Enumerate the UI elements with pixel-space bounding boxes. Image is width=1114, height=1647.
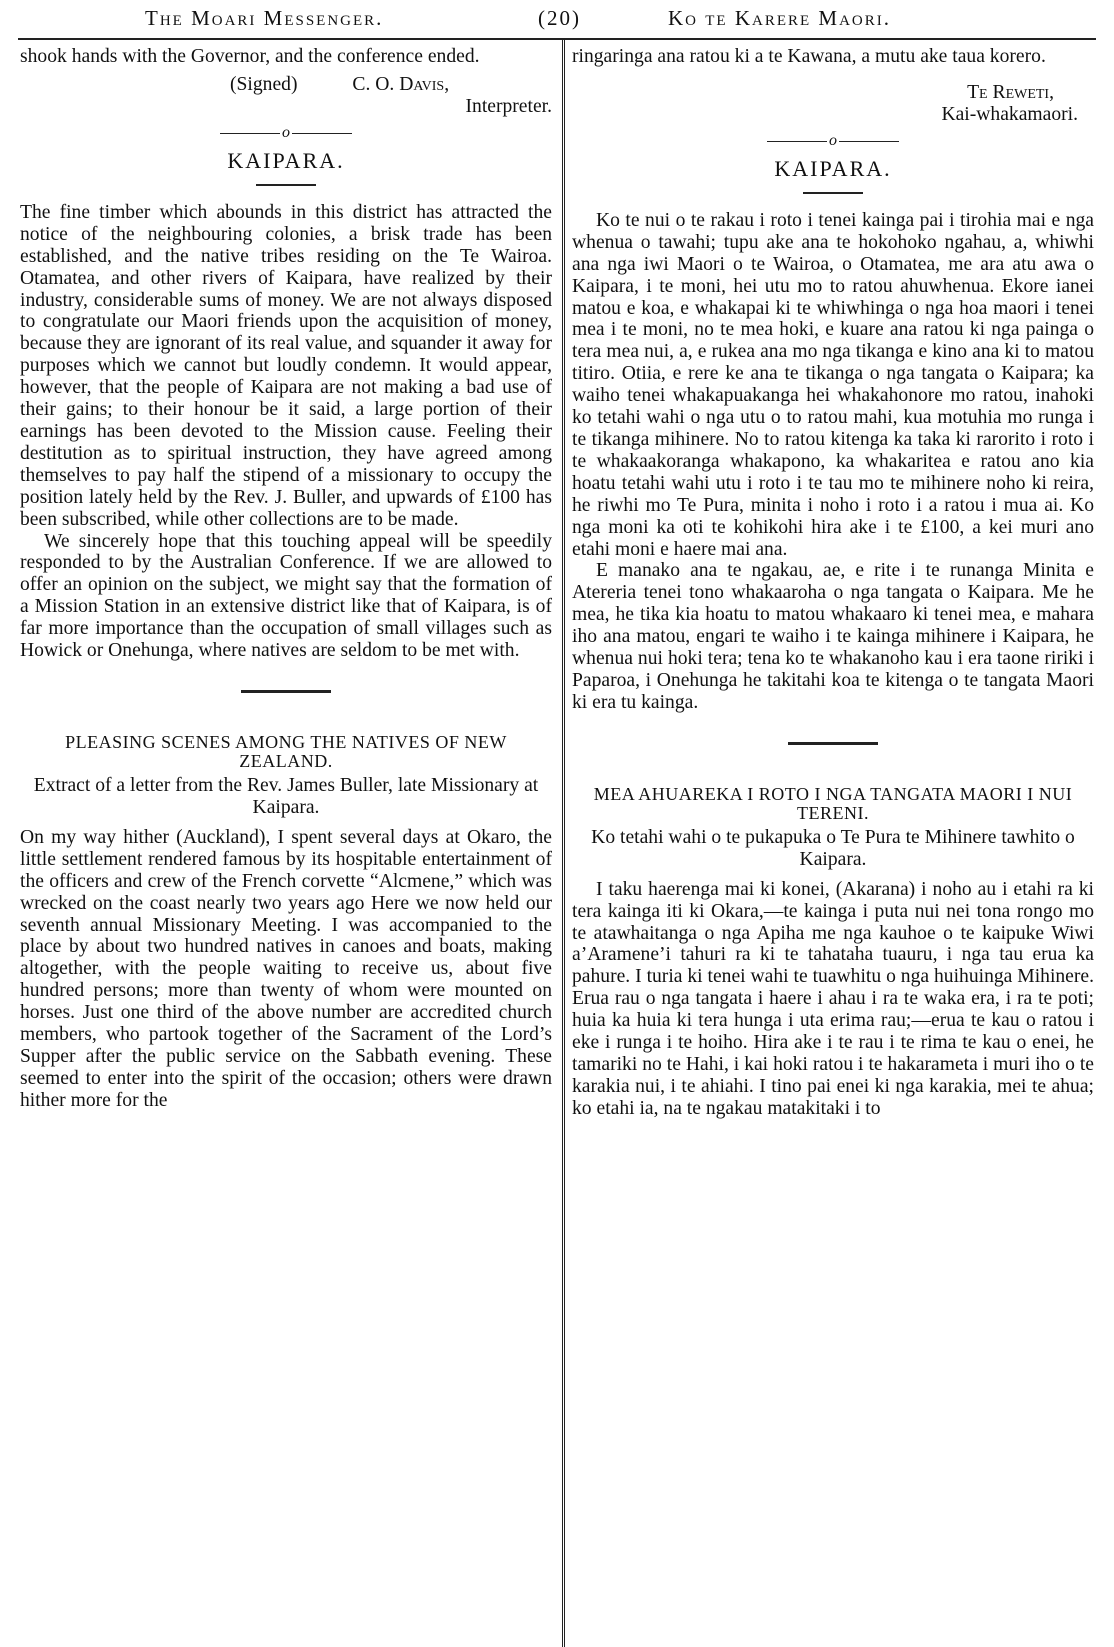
- kaipara-heading-maori: KAIPARA.: [774, 155, 892, 181]
- english-signature: [20, 74, 552, 96]
- column-divider: [562, 40, 565, 1647]
- maori-separator: [572, 132, 1094, 150]
- signed-role: Interpreter.: [465, 95, 552, 117]
- maori-extract-note: Ko tetahi wahi o te pukapuka o Te Pura te Mihinere tawhito o Kaipara.: [591, 826, 1075, 870]
- pleasing-paragraph-1: On my way hither (Auckland), I spent several days at Okaro, the little settlement rendered famous by its hospitable entertainment of the officers and crew of the French corvette “Alcmene,” which was wrecked on the coast nearly two years ago Here we now held our seventh annual Missionary Meeting. I was accompanied to the place by about two hundred natives in canoes and boats, making altogether, with the people waiting to receive us, about five hundred persons; more than twenty of whom were mounted on horses. Just one third of the above number are accredited church members, who partook together of the Sacrament of the Lord’s Supper after the public service on the Sabbath evening. These seemed to enter into the spirit of the occasion; others were drawn hither more for the: [20, 826, 552, 1111]
- page-header: [20, 4, 1094, 34]
- maori-column: [572, 46, 1094, 1647]
- kaipara-paragraph-2: We sincerely hope that this touching appeal will be speedily responded to by the Australian Conference. If we are allowed to offer an opinion on the subject, we might say that the formation of a Mission Station in an extensive district like that of Kaipara, is of far more importance than the occupation of small villages such as Howick or Onehunga, where natives are seldom to be met with.: [20, 530, 552, 662]
- header-title-english: The Moari Messenger.: [145, 6, 384, 30]
- maori-section-rule: [788, 742, 878, 745]
- maori-kaipara-paragraph-2: E manako ana te ngakau, ae, e rite i te runanga Minita e Atereria tenei tono whakaaroha o nga tangata o Kaipara. Me he mea, he tika kia hoatu to matou whakaaro ki tenei mea, e mahara iho ana matou, engari te waiho i te kainga mihinere i Kaipara, he whenua nui hoki tera; tena ko te whakanoho kau i era taone ririki i Paparoa, i Onehunga he takitahi koa te kitenga o te tangata Maori ki era tu kainga.: [572, 560, 1094, 713]
- maori-pleasing-paragraph-1: I taku haerenga mai ki konei, (Akarana) i noho au i etahi ra ki tera kainga iti ki Okara,—te kainga i puta nui nei tona rongo mo te atawhaitanga o nga Apiha me nga kauhoe o te kaipuke Wiwi a’Aramene’i tahuri ra ki te tahataha tuauru, i nga tau erua ka pahure. I turia ki tenei wahi te tuawhitu o nga huihuinga Mihinere. Erua rau o nga tangata i haere i ahau i ra te waka era, i ra te poti; huia ka huia ki tera hunga i uta erima rau;—erua te kau o ratou i eke i runga i te hoiho. Hira ake i te rau i te rima te kau o enei, he tamariki no te Hahi, i kai hoki ratou i te hakarameta i muri iho o te karakia nui, i te ahiahi. I tino pai enei ki nga karakia, mei te ahua; ko etahi ia, na te ngakau matakitaki i to: [572, 878, 1094, 1119]
- maori-separator-letter: o: [829, 131, 837, 149]
- kaipara-heading-english: KAIPARA.: [227, 147, 345, 173]
- pleasing-scenes-heading: PLEASING SCENES AMONG THE NATIVES OF NEW ZEALAND.: [65, 731, 507, 771]
- section-rule: [241, 690, 331, 693]
- maori-heading-rule: [803, 192, 863, 194]
- heading-rule: [256, 184, 316, 186]
- english-intro: shook hands with the Governor, and the conference ended.: [20, 46, 480, 67]
- kaipara-paragraph-1: The fine timber which abounds in this district has attracted the notice of the neighbouring colonies, a brisk trade has been established, and the native tribes residing on the Te Wairoa. Otamatea, and other rivers of Kaipara, have realized by their industry, considerable sums of money. We are not always disposed to congratulate our Maori friends upon the acquisition of money, because they are ignorant of its real value, and squander it away for purposes which we cannot but loudly condemn. It would appear, however, that the people of Kaipara are not making a bad use of their gains; to their honour be it said, a large portion of their earnings has been devoted to the Mission cause. Feeling their destitution as to spiritual instruction, they have agreed among themselves to pay half the stipend of a missionary to occupy the position lately held by the Rev. J. Buller, and upwards of £100 has been subscribed, while other collections are to be made.: [20, 201, 552, 530]
- signed-label: (Signed): [230, 73, 298, 95]
- maori-signed-role: Kai-whakamaori.: [941, 103, 1078, 125]
- english-column: [20, 46, 552, 1647]
- maori-intro: ringaringa ana ratou ki a te Kawana, a mutu ake taua korero.: [572, 46, 1046, 67]
- header-title-maori: Ko te Karere Maori.: [668, 6, 891, 30]
- header-rule: [18, 38, 1096, 40]
- mea-ahuareka-heading: MEA AHUAREKA I ROTO I NGA TANGATA MAORI I NUI TERENI.: [593, 783, 1073, 823]
- separator: [20, 124, 552, 142]
- extract-note: Extract of a letter from the Rev. James Buller, late Missionary at Kaipara.: [33, 774, 539, 818]
- separator-letter: o: [282, 123, 290, 141]
- maori-signed-name: Te Reweti,: [967, 81, 1054, 103]
- maori-kaipara-paragraph-1: Ko te nui o te rakau i roto i tenei kainga pai i tirohia mai e nga whenua o tawahi; tupu ake ana te hokohoko ngahau, a, whiwhi ana nga iwi Maori o te Wairoa, o Otamatea, me ara atu awa o Kaipara, i te moni, hei utu mo to ratou ahuwhenua. Ekore ianei matou e koa, e whakapai ki te whiwhinga o nga hoa maori i tenei mea i te moni, no te mea hoki, e kuare ana ratou ki nga painga o tera mea nui, a, e rukea ana mo nga tikanga e kino ana ki to matou titiro. Otiia, e rere ke ana te tikanga o nga tangata o Kaipara; ka waiho tenei whakapuakanga hei whakahonore mo ratou, inahoki ko tetahi wahi o nga utu o to ratou mahi, kua motuhia mo runga i te tikanga mihinere. No to ratou kitenga ka taka ki rarorito i roto i te whakaakoranga whakapono, ka whakaritea e ratou ano kia hoatu tetahi wahi utu i roto i te tau mo te mihinere noho ki reira, he riwhi mo Te Pura, minita i noho i roto i a ratou i mua ai. Ko nga moni ka oti te kohikohi hira ake i te £100, a kei muri ano etahi moni e haere mai ana.: [572, 209, 1094, 560]
- signed-name: C. O. Davis,: [352, 73, 450, 95]
- page-number: (20): [538, 6, 581, 30]
